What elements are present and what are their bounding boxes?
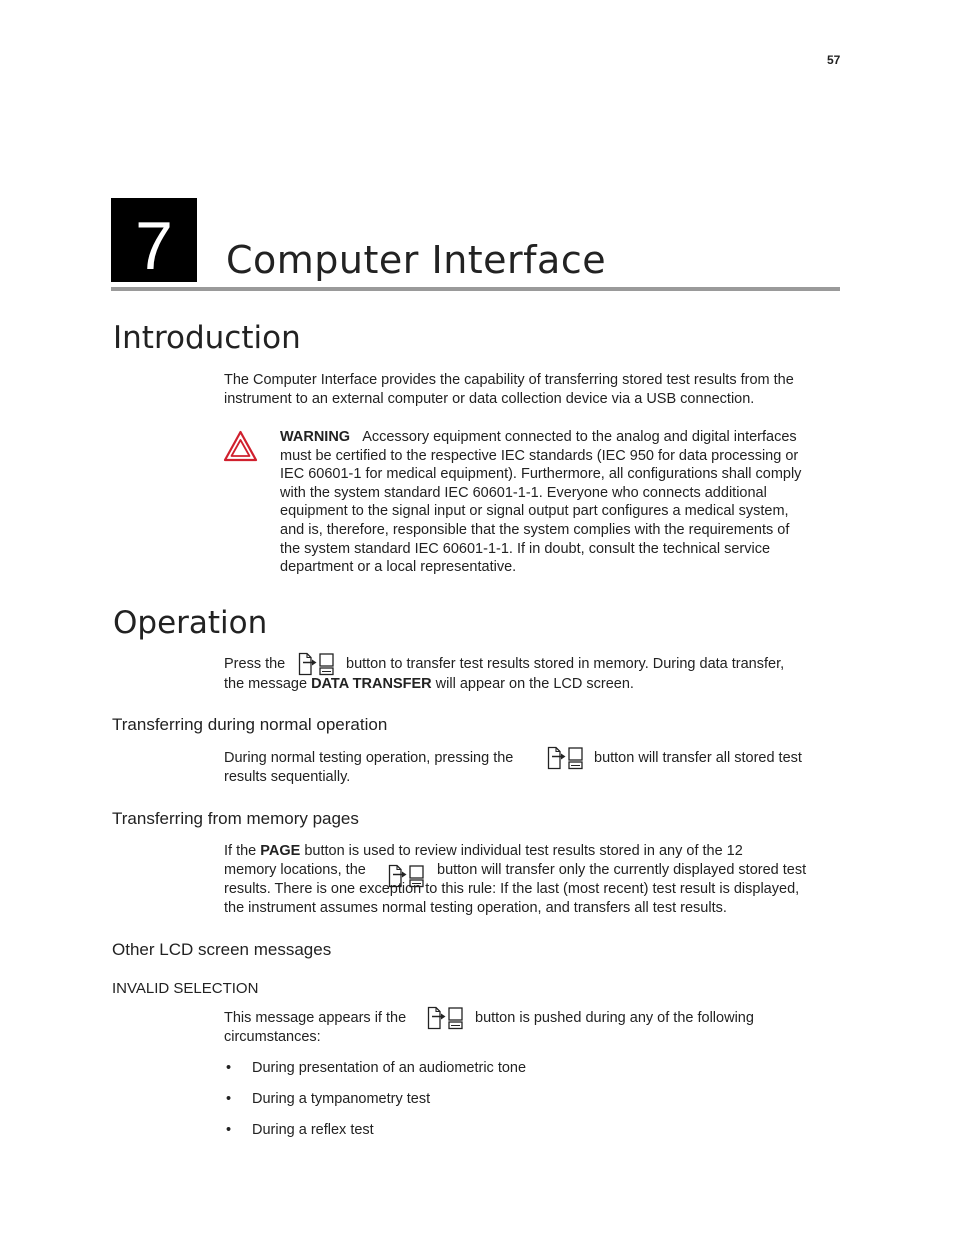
bullet-icon: • <box>226 1122 232 1138</box>
operation-line-1b: button to transfer test results stored in memory. During data transfer, <box>346 656 785 672</box>
introduction-heading: Introduction <box>113 320 301 356</box>
chapter-title: Computer Interface <box>226 238 607 282</box>
memory-line-2b: button will transfer only the currently displayed stored test <box>437 862 807 878</box>
bullet-icon: • <box>226 1091 232 1107</box>
warning-label: WARNING <box>280 429 351 445</box>
intro-line-2: instrument to an external computer or data collection device via a USB connection. <box>224 391 755 407</box>
memory-line-2a: memory locations, the <box>224 862 366 878</box>
lcd-line-1a: This message appears if the <box>224 1010 407 1026</box>
memory-heading: Transferring from memory pages <box>112 809 359 828</box>
chapter-rule <box>111 287 840 291</box>
normal-line-1a: During normal testing operation, pressing the <box>224 750 514 766</box>
bullet-icon: • <box>226 1060 232 1076</box>
operation-line-2b: will appear on the LCD screen. <box>435 676 634 692</box>
warning-line: must be certified to the respective IEC standards (IEC 950 for data processing or <box>280 448 799 464</box>
list-item: During a tympanometry test <box>252 1091 431 1107</box>
operation-heading: Operation <box>113 605 268 641</box>
lcd-line-1b: button is pushed during any of the following <box>475 1010 754 1026</box>
data-transfer-icon <box>298 652 338 676</box>
normal-heading: Transferring during normal operation <box>112 715 388 734</box>
memory-line-1b: button is used to review individual test results stored in any of the 12 <box>304 843 743 859</box>
warning-line: and is, therefore, responsible that the system complies with the requirements of <box>280 522 790 538</box>
data-transfer-icon <box>427 1006 467 1030</box>
data-transfer-icon <box>547 746 587 770</box>
data-transfer-message: DATA TRANSFER <box>311 676 432 692</box>
memory-line-1a: If the <box>224 843 257 859</box>
warning-first-line <box>280 428 797 447</box>
warning-triangle-icon <box>223 430 258 462</box>
warning-line: the system standard IEC 60601-1-1. If in doubt, consult the technical service <box>280 541 771 557</box>
list-item: During presentation of an audiometric tone <box>252 1060 527 1076</box>
lcd-line-2: circumstances: <box>224 1029 321 1045</box>
operation-line-2a: the message <box>224 676 308 692</box>
normal-line-1b: button will transfer all stored test <box>594 750 802 766</box>
page-button-label: PAGE <box>260 843 301 859</box>
warning-line: equipment to the signal input or signal output part configures a medical system, <box>280 503 789 519</box>
memory-line-4: the instrument assumes normal testing operation, and transfers all test results. <box>224 900 727 916</box>
operation-line-2 <box>224 675 634 694</box>
memory-line-1 <box>224 842 743 861</box>
normal-line-2: results sequentially. <box>224 769 351 785</box>
memory-line-3: results. There is one exception to this rule: If the last (most recent) test result is displayed, <box>224 881 800 897</box>
operation-line-1a: Press the <box>224 656 286 672</box>
warning-text-start: Accessory equipment connected to the analog and digital interfaces <box>362 429 797 445</box>
page-number: 57 <box>827 53 841 67</box>
invalid-selection-heading: INVALID SELECTION <box>112 980 259 997</box>
warning-line: IEC 60601-1 for medical equipment). Furthermore, all configurations shall comply <box>280 466 802 482</box>
intro-line-1: The Computer Interface provides the capability of transferring stored test results from the <box>224 372 794 388</box>
warning-line: department or a local representative. <box>280 559 517 575</box>
warning-line: with the system standard IEC 60601-1-1. Everyone who connects additional <box>280 485 767 501</box>
list-item: During a reflex test <box>252 1122 374 1138</box>
lcd-heading: Other LCD screen messages <box>112 940 332 959</box>
chapter-number: 7 <box>111 198 197 282</box>
